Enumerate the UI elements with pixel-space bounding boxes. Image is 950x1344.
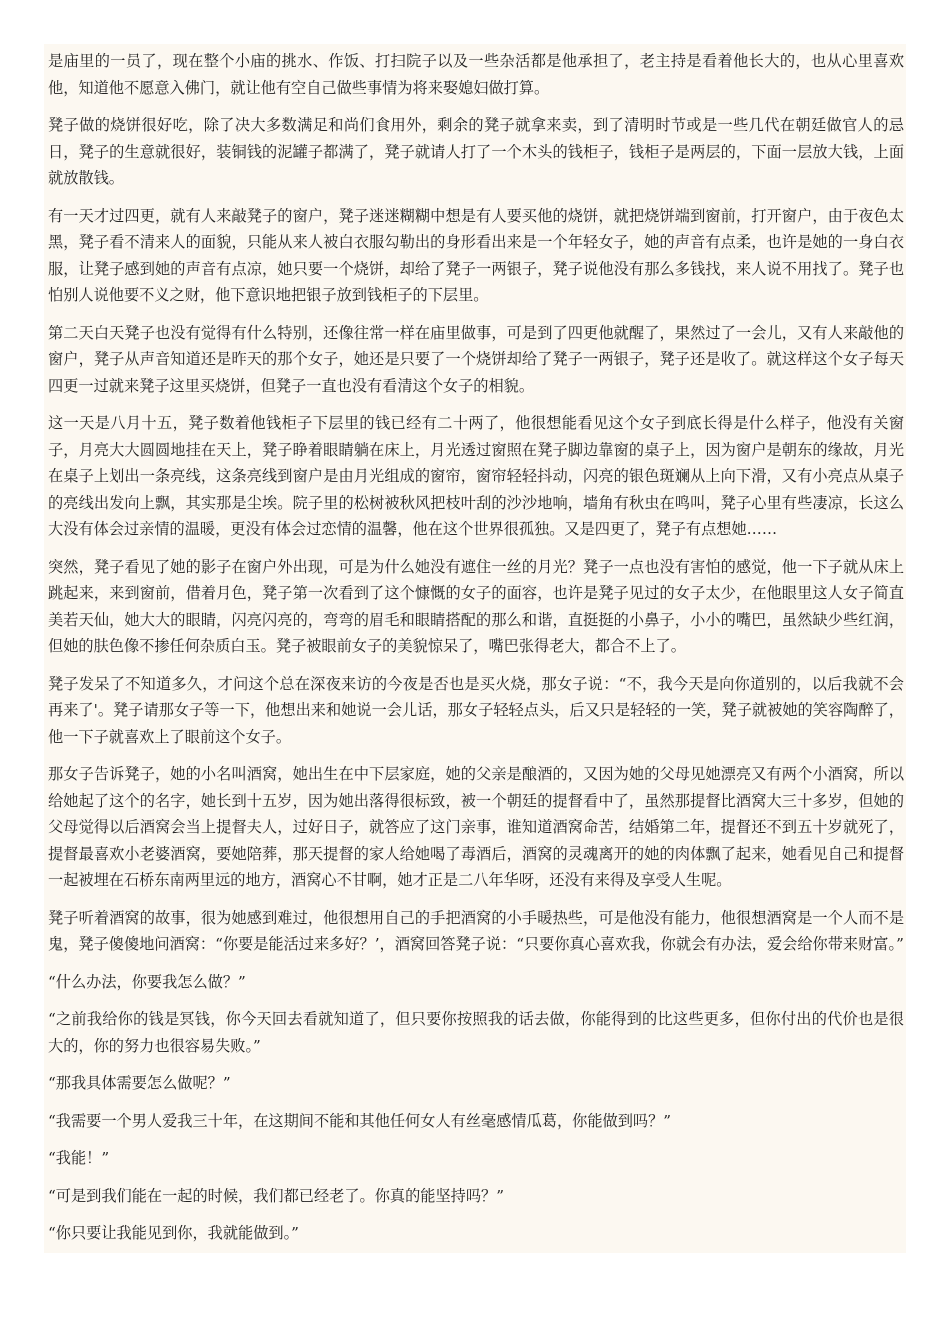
paragraph-8: 那女子告诉凳子，她的小名叫酒窝，她出生在中下层家庭，她的父亲是酿酒的，又因为她的父母见她漂亮又有两个小酒窝，所以给她起了这个的名字，她长到十五岁，因为她出落得很标致，被一个朝廷的提督看中了，虽然那提督比酒窝大三十多岁，但她的父母觉得以后酒窝会当上提督夫人，过好日子，就答应了这门亲事，谁知道酒窝命苦，结婚第二年，提督还不到五十岁就死了，提督最喜欢小老婆酒窝，要她陪葬，那天提督的家人给她喝了毒酒后，酒窝的灵魂离开的她的肉体飘了起来，她看见自己和提督一起被埋在石桥东南两里远的地方，酒窝心不甘啊，她才正是二八年华呀，还没有来得及享受人生呢。 — [48, 765, 904, 889]
paragraph-3: 有一天才过四更，就有人来敲凳子的窗户，凳子迷迷糊糊中想是有人要买他的烧饼，就把烧饼端到窗前，打开窗户，由于夜色太黑，凳子看不清来人的面貌，只能从来人被白衣服勾勒出的身形看出来是一个年轻女子，她的声音有点柔，也许是她的一身白衣服，让凳子感到她的声音有点凉，她只要一个烧饼，却给了凳子一两银子，凳子说他没有那么多钱找，来人说不用找了。凳子也怕别人说他要不义之财，他下意识地把银子放到钱柜子的下层里。 — [48, 206, 904, 304]
paragraph-6: 突然，凳子看见了她的影子在窗户外出现，可是为什么她没有遮住一丝的月光？凳子一点也没有害怕的感觉，他一下子就从床上跳起来，来到窗前，借着月色，凳子第一次看到了这个慷慨的女子的面容，也许是凳子见过的女子太少，在他眼里这人女子简直美若天仙，她大大的眼睛，闪亮闪亮的，弯弯的眉毛和眼睛搭配的那么和谐，直挺挺的小鼻子，小小的嘴巴，虽然缺少些红润，但她的肤色像不掺任何杂质白玉。凳子被眼前女子的美貌惊呆了，嘴巴张得老大，都合不上了。 — [48, 557, 904, 655]
document-page — [44, 44, 906, 1253]
dialogue-line-2: “之前我给你的钱是冥钱，你今天回去看就知道了，但只要你按照我的话去做，你能得到的比这些更多，但你付出的代价也是很大的，你的努力也很容易失败。” — [48, 1010, 904, 1055]
dialogue-line-7: “你只要让我能见到你，我就能做到。” — [48, 1224, 299, 1242]
dialogue-line-5: “我能！” — [48, 1149, 110, 1167]
paragraph-7: 凳子发呆了不知道多久，才问这个总在深夜来访的今夜是否也是买火烧，那女子说：“不，我今天是向你道别的，以后我就不会再来了'。凳子请那女子等一下，他想出来和她说一会儿话，那女子轻轻点头，后又只是轻轻的一笑，凳子就被她的笑容陶醉了，他一下子就喜欢上了眼前这个女子。 — [48, 674, 904, 746]
paragraph-4: 第二天白天凳子也没有觉得有什么特别，还像往常一样在庙里做事，可是到了四更他就醒了，果然过了一会儿，又有人来敲他的窗户，凳子从声音知道还是昨天的那个女子，她还是只要了一个烧饼却给了凳子一两银子，凳子还是收了。就这样这个女子每天四更一过就来凳子这里买烧饼，但凳子一直也没有看清这个女子的相貌。 — [48, 323, 904, 395]
paragraph-5: 这一天是八月十五，凳子数着他钱柜子下层里的钱已经有二十两了，他很想能看见这个女子到底长得是什么样子，他没有关窗子，月亮大大圆圆地挂在天上，凳子睁着眼睛躺在床上，月光透过窗照在凳子脚边靠窗的桌子上，因为窗户是朝东的缘故，月光在桌子上划出一条亮线，这条亮线到窗户是由月光组成的窗帘，窗帘轻轻抖动，闪亮的银色斑斓从上向下滑，又有小亮点从桌子的亮线出发向上飘，其实那是尘埃。院子里的松树被秋风把枝叶刮的沙沙地响，墙角有秋虫在鸣叫，凳子心里有些凄凉，长这么大没有体会过亲情的温暖，更没有体会过恋情的温馨，他在这个世界很孤独。又是四更了，凳子有点想她…… — [48, 414, 904, 538]
paragraph-1: 是庙里的一员了，现在整个小庙的挑水、作饭、打扫院子以及一些杂活都是他承担了，老主持是看着他长大的，也从心里喜欢他，知道他不愿意入佛门，就让他有空自己做些事情为将来娶媳妇做打算。 — [48, 52, 904, 97]
paragraph-2: 凳子做的烧饼很好吃，除了决大多数满足和尚们食用外，剩余的凳子就拿来卖，到了清明时节或是一些几代在朝廷做官人的忌日，凳子的生意就很好，装铜钱的泥罐子都满了，凳子就请人打了一个木头的钱柜子，钱柜子是两层的，下面一层放大钱，上面就放散钱。 — [48, 116, 904, 187]
paragraph-9: 凳子听着酒窝的故事，很为她感到难过，他很想用自己的手把酒窝的小手暖热些，可是他没有能力，他很想酒窝是一个人而不是鬼，凳子傻傻地问酒窝：“你要是能活过来多好？’，酒窝回答凳子说：“只要你真心喜欢我，你就会有办法，爱会给你带来财富。” — [48, 908, 904, 953]
dialogue-line-3: “那我具体需要怎么做呢？” — [48, 1074, 231, 1092]
dialogue-line-1: “什么办法，你要我怎么做？” — [48, 972, 246, 991]
dialogue-line-6: “可是到我们能在一起的时候，我们都已经老了。你真的能坚持吗？” — [48, 1186, 504, 1205]
dialogue-line-4: “我需要一个男人爱我三十年，在这期间不能和其他任何女人有丝毫感情瓜葛，你能做到吗？” — [48, 1111, 672, 1130]
